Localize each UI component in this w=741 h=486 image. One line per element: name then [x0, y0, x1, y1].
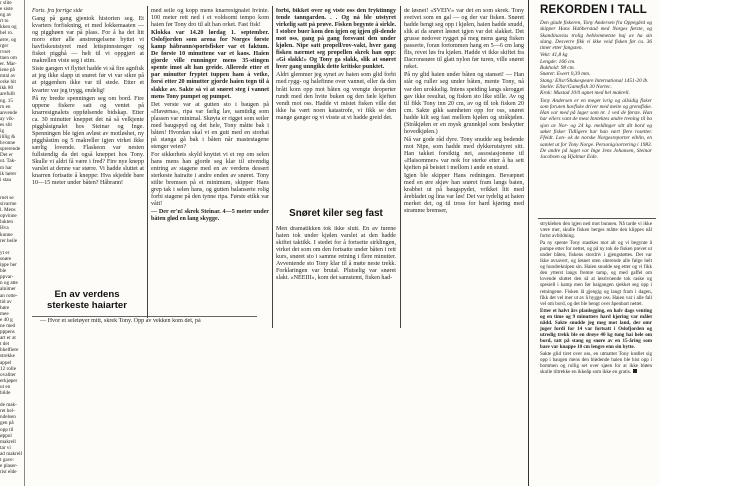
edge-fragment-line: orke hit [0, 79, 16, 86]
edge-fragment-line: es slit [0, 121, 12, 128]
edge-fragment-line: 12 rolle [0, 365, 16, 372]
edge-fragment-line: ay vik- [0, 115, 15, 122]
edge-fragment-line: opvinne [0, 213, 17, 220]
edge-fragment-line: ut en [0, 383, 11, 390]
paragraph: Pa ny spente Tony stastkes mot alt og vi begynte å pumpe etter for nettet, og på ny tok de fisken prevet ut under båten, fiskens stordriv i gjengstøttes. Det var ikke avsavert, og løsnet uten siterende alle følge helt og hundreknipen sin. Haien snudde seg etter og vi fikk den ytterst langs fremre tamp, og med gaffel om lovende sluttet den så at løsrivnende tok raske og spesiell i kamp men før haigangen sjekket seg opp i retningene. Fisken lå gjengig og langt fram i dagen, fikk det vel mer ut av å hygge oss. Haien var i alle fall vel om bord, og det ble hengt over åpenbart nettet. [540, 240, 652, 307]
paragraph: Gang på gang gjentok historien seg. Et kvarters forfiskning, et med lokkemaaten — og pigghøen var på plass. For å ha det litt moro etter alle anstrengelsene byttet vi havfiskeutstyret med lettspinnstenger og fisket pigghå — helt til vi oppgjørt at makrellen viste seg i stim. [32, 16, 144, 65]
edge-fragment-line: n og atte [0, 280, 18, 287]
paragraph: med seile og kopp mens knarresignalet hvinte. 100 meter rett ned i et voldsomt tempo kom haien før Tony dro til alt han orket. Fast fisk! [151, 8, 269, 29]
edge-fragment-line: mee [0, 310, 9, 317]
stat-line: Vekt: 41,8 kg [540, 52, 568, 59]
paragraph: Det verste var at gutten sto i baugen på «Havørna», ripa var farlig lav, samtidig som plassen var minimal. Skøyta er rigget som seiler med baugspyd og det hele, Tony måtte bak i båten! Hvordan skal vi en gutt med en storhai på stanga gå bak i båten når mastestagene stenger veien? [151, 101, 269, 150]
edge-fragment-line: r slite [0, 0, 12, 6]
edge-fragment-line: de mak- [0, 402, 17, 409]
edge-fragment-line: ndelsen [0, 414, 16, 421]
edge-divider [24, 0, 25, 486]
bold-paragraph: Klokka var 14.20 lørdag 1. september. Oslofjorden som arena for Norges første kamp håbrann/sportsfisker var et faktum. De første 10 minuttene var et kaos. Haien gjorde ville runninger mens 35-stingen spente imot alt han greide. Allerede etter et par minutter fryptet tuppen ham å vetke, forsi etter 20 minutter gjorde haien tegn til å slakke av. Sakte så vi at snøret steg i vannet mens Tony pumpet og pumpet. [151, 30, 269, 100]
sidebar-outro: Tony Andersen er en meget ivrig og allsidig fisker som foruten havfiske driver med meite og grensfiske. Han var med på lager som nr. 1 ved de første. Han har ellers vant de mest Inntektes andre trening til ba sjon av Nor- og 24 kg. meldinger sitt dit bord og søket fisker Tidligere har han vært flere rosetter. Ffeidt. Lon- ok de norske Norgesreporter eiblin, en samlet ut for Tony Norge. Personig/sortering i 1983. De andre på laget var Inge Jens Johansen, Steinar Jacobsen og Hjalmar Eide. [540, 97, 652, 161]
edge-fragment-line: anvende [0, 109, 18, 116]
edge-fragment-line: e 40 g [0, 316, 13, 323]
edge-fragment-line: ad makrell [0, 450, 22, 457]
sidebar-column-text [540, 221, 652, 483]
bold-paragraph: Etter et halvt års planlegging, en halv dags venting og en time og 9 minutters hard kjøring var målet nådd. Sakte snudde jeg meg mot land, der omr juger fordi for 14 var fortsatt i Oslofjorden og utredig trekk ble en drøye 40 kg tung hai hele om bord, tatt på stang og snøre av en 15-åring som bare var knappe 10 cm lengre enn sin bytte. [540, 307, 652, 350]
edge-fragment-line: opp til [0, 426, 14, 433]
edge-fragment-line: i stau [0, 176, 12, 183]
paragraph: stryklehen den igjen ned mot bunnen. Nå tarde vi ikke være mer, skulle fisken berges måtte den klippes nål fortst avbildning. [540, 221, 652, 240]
edge-fragment-line: ppvar- [0, 274, 14, 281]
column-divider [147, 6, 148, 318]
edge-fragment-line: øppol [0, 432, 12, 439]
stat-line: Lengde: 166 cm. [540, 58, 576, 65]
edge-fragment-line: rn en [0, 103, 11, 110]
edge-fragment-line: l. Mens [0, 207, 16, 214]
edge-fragment-line: pppens [0, 329, 15, 336]
edge-fragment-line: e plaser- [0, 463, 18, 470]
edge-fragment-line: høre [0, 304, 10, 311]
edge-fragment-line: e siste [0, 6, 13, 13]
paragraph: Men dramatikken tok ikke slutt. En av turene haien tok under kjølen varslet at den hadde skiftet taktikk. I stedet for å fortsette sirklingen, virket det som om den fortsatte under båten i rett kurs, snøret sto i samme retning i flere minutter. Avventende sto Tony klar til å møte neste trekk. Forklaringen var brutal. Plutselig var snøret slakt. «NEEIII», kom det samstemt, fisken had- [276, 226, 396, 282]
column-divider [528, 0, 529, 486]
edge-fragment-line: ig [0, 127, 5, 134]
edge-fragment-line: tnen om [0, 54, 17, 61]
edge-fragment-line: gen på [0, 420, 14, 427]
edge-fragment-line: hvonne [0, 140, 16, 147]
edge-fragment-line: rnet se [0, 195, 14, 201]
edge-fragment-line: iene på [0, 67, 15, 74]
edge-fragment-line: t det [0, 341, 10, 348]
edge-fragment-line: sprerende [0, 146, 21, 153]
edge-fragment-line: kunne [0, 231, 13, 238]
edge-fragment-line: ililig & [0, 134, 16, 141]
headline-line: En av verdens [54, 289, 120, 300]
edge-fragment-line: m har [0, 164, 12, 171]
edge-column [0, 0, 22, 486]
closing-text: Sakte glid tiret over oss, en utmattet Tony krøllet sig opp i baugen mens den blødende haien ble hist opp i bommen og rollig set over sjøen for at ikke bløen skulle tiltrekke en ikkeåp som ikke en gratis. [540, 350, 652, 376]
edge-fragment-line: ng av [0, 12, 12, 19]
edge-fragment-line: an rotte- [0, 292, 18, 299]
edge-fragment-line: ng. 15 [0, 97, 13, 104]
paragraph: Siste gangen vi flyttet hadde vi så fire agnfisk at jeg ikke slapp ut snøret før vi var sikre på at piggenhen ikke var til stede. Etter et kvarter var jeg trygg, endelig! [32, 66, 144, 94]
paragraph [540, 351, 652, 375]
edge-fragment-line: t gave: [0, 457, 14, 464]
paragraph: de løsnet! «SVEIV» var det en som skrek. Tony sveivet som en gal — og der var fisken. Snøret hadde hengt seg opp i kjølen, haien hadde snudd, slik at da snøret løsnet igjen var det slakket. Det grusse nedover rygget på meg mens gang fisken passerte, foran fortommen hang en 5—6 cm lang flis, revet løs fra kjølen. Hadde vi ikke skiftet fra Dacronsnøre til glatt nylon før turen, ville snøret røket. [404, 8, 524, 71]
edge-fragment-line: yt er [0, 249, 10, 256]
caption-paragraph: — Hvor et seletøyer mitt, skrek Tony. Opp av vekken kom det, på [40, 318, 201, 324]
article-column-2 [151, 8, 269, 326]
article-column-3-bottom [276, 226, 396, 330]
edge-fragment-line: makrell [0, 438, 16, 445]
photo-headline [34, 289, 140, 311]
edge-fragment-line: ne med [0, 322, 16, 329]
article-column-4 [404, 8, 524, 330]
sidebar-intro: Den glade fiskeren, Tony Andersen fra Oppegård og skipper Hans Habberstad med Norges første, og Skandinavias trolig beblommetste haj av ha sin slang. Desverre fikk vi ikke veid fisken før ca. 36 timer etter fangsten. [540, 20, 652, 52]
edge-fragment-line: kken og [0, 24, 17, 31]
paragraph: Igjen ble skipper Hans redningen. Bevæpnet med en øre skjøv han snøret fram langs baten, krabbet ut på baugspydet, vrikket litt med årebladet og lina var løs! Det var tydelig at haien merket det, og til tross for hard kjøring med stramme bremser, [404, 173, 524, 215]
stat-line: Snøret: Ewert 0,39 mm. [540, 71, 591, 78]
bold-paragraph: — Der er'n! skrek Steinar. 4—5 meter under båten glød en lang skygge. [151, 209, 269, 223]
edge-fragment-line: er. Mar- [0, 60, 17, 67]
paragraph: Aldri glemmer jeg synet av haien som glid forbi med rygg- og halefinne over vannet, eller da den brått kom opp mot båten og vrengte deoperter rundt med den hvite buken og den fæle kjeften vendt mot oss. Hadde vi mistet fisken ville det ikke ha vært noen katastrofe, vi fikk se den mange ganger og vi visste at vi hadde greid det. [276, 72, 396, 121]
edge-fragment-line: ovaliter [0, 371, 16, 378]
edge-fragment-line: rger [0, 42, 9, 49]
paragraph: På ny bredte spenningen seg om bord. Fire uppene fiskere satt og ventet på knarresignalets oppfølsende bidskap. Etter ca. 30 minutter kneppet det nå så velkjente piggbåsignalet hos Steinar og Inge. Spenningen ble igjen avløst av motløshet, ny piggbåstim og 5 makreller igjen virket ikke særlig lovende. Flaskeon var nesten fullstendig da det også kneppet hos Tony. Skulle vi aldri få være i fred? Fire nye knepp varslet at denne var større. Vi hadde sluttet at knarren fortsatte å kneppe: Hva skjedde bare 10—15 meter under båten? Håbrann! [32, 95, 144, 187]
edge-fragment-line: Det er [0, 152, 13, 159]
stat-line: Bukhold: 98 cm. [540, 65, 575, 72]
sidebar-title: REKORDEN I TALL [540, 4, 647, 16]
edge-fragment-line: ut. Tak- [0, 158, 16, 165]
paragraph: Nå var gode råd dyre. Tony snudde seg bedende mot Nipe, som hadde med dykkerutstyret sitt. Han takket forsiktig nei, assosiasjonene til «Haisommer» var nok for sterke etter å ha sett kjeften på beistet i mellom i ande en stund. [404, 136, 524, 172]
headline-line: sterkeste haiarter [47, 300, 127, 311]
edge-fragment-line: lukten [0, 219, 13, 226]
bold-paragraph: forbi, bikket over og viste oss den fryktinngy tende tanngarden. . . Og nå ble utstyret virkelig satt på prøve. Fisken begynte å sirkle. I stobre buer kom den igjen og igjen gli-dende mot oss, gang på gang forsvant den under kjølen. Nipe satt propell/rov-vakt, hver gang fisken nærmet seg propellen skrek han opp: «Gi slakk!» Og Tony ga slakk, slik at snøret hver gang unngikk dette kritiske punktet. [276, 8, 396, 71]
column-divider [400, 6, 401, 328]
sidebar-divider [538, 218, 656, 219]
blank-margin [660, 0, 741, 486]
edge-fragment-line: ippe her [0, 262, 17, 269]
edge-fragment-line: sivarme [0, 201, 17, 208]
stat-line: Snelle: Ellsr/Gamefish 30 Nortec. [540, 83, 612, 90]
edge-fragment-line: rvset [0, 48, 11, 55]
continued-kicker: Forts. fra forrige side [32, 8, 83, 14]
edge-fragment-line: tar vi [0, 444, 11, 451]
end-mark-icon [633, 369, 637, 373]
edge-fragment-line: ørre, og [0, 36, 17, 43]
section-headline: Snøret kiler seg fast [289, 208, 383, 219]
edge-fragment-line: erkjøper [0, 377, 18, 384]
edge-fragment-line: ik hører [0, 170, 17, 177]
edge-fragment-line: snøre [0, 255, 12, 262]
edge-fragment-line: art er at [0, 335, 16, 342]
edge-fragment-line: ret hel- [0, 408, 15, 415]
stat-line: Stang: Ellsr/Shakespeare International 1451-20 lb. [540, 77, 649, 84]
edge-fragment-line: tid av [0, 298, 12, 305]
edge-fragment-line: rt to [0, 18, 9, 25]
edge-fragment-line: strekke [0, 353, 15, 360]
edge-fragment-line: arefullt [0, 91, 15, 98]
edge-fragment-line: Hva [0, 225, 9, 232]
column-divider [272, 6, 273, 328]
edge-fragment-line: mtal av [0, 73, 16, 80]
edge-fragment-line: rer heile [0, 237, 18, 244]
paragraph: På ny glid haien under båten og stanset! — Han står og ruller seg under båten, mente Tony, nå var den urokkelig. Intens speiding langs skrogget gav ikke resultat, og fisken sto like stille. Av og til fikk Tony inn 20 cm, av og til tok fisken 20 cm. Sakte gikk sannheten opp for oss, snøret hadde kilt seg fast mellom kjølen og stråkjølen. (Stråkjølen er en mysk grunnkjøl som beskytter hovedkjølen.) [404, 72, 524, 135]
paragraph: For sikkerhets skyld knyttet vi et rep om selen hans mens han gjorde seg klar til utvendig entring av stagene med en av verdens dessert sterkeste hairaite i andre enden av snøret. Tony stilte bremsen på et minimum, skipper Hans grep tak i selen hans, og gutten balanserte rolig forbi stagene på den tynne ripa. Første etikk var vått! [151, 151, 269, 208]
article-column-3 [276, 8, 396, 208]
edge-fragment-line: bilde [0, 390, 11, 396]
edge-fragment-line: hhelfiere [0, 347, 19, 354]
edge-fragment-line: appel [0, 359, 12, 366]
edge-fragment-line: ble [0, 268, 7, 275]
stat-line: Krok: Mustad 10/0 agnet med hel makrell. [540, 90, 630, 97]
edge-fragment-line: ikk 80 [0, 85, 14, 92]
article-column-1 [32, 8, 144, 270]
edge-fragment-line: alnimer [0, 286, 16, 293]
edge-fragment-line: rist elde [0, 469, 17, 476]
edge-fragment-line: hel ro. [0, 30, 14, 37]
